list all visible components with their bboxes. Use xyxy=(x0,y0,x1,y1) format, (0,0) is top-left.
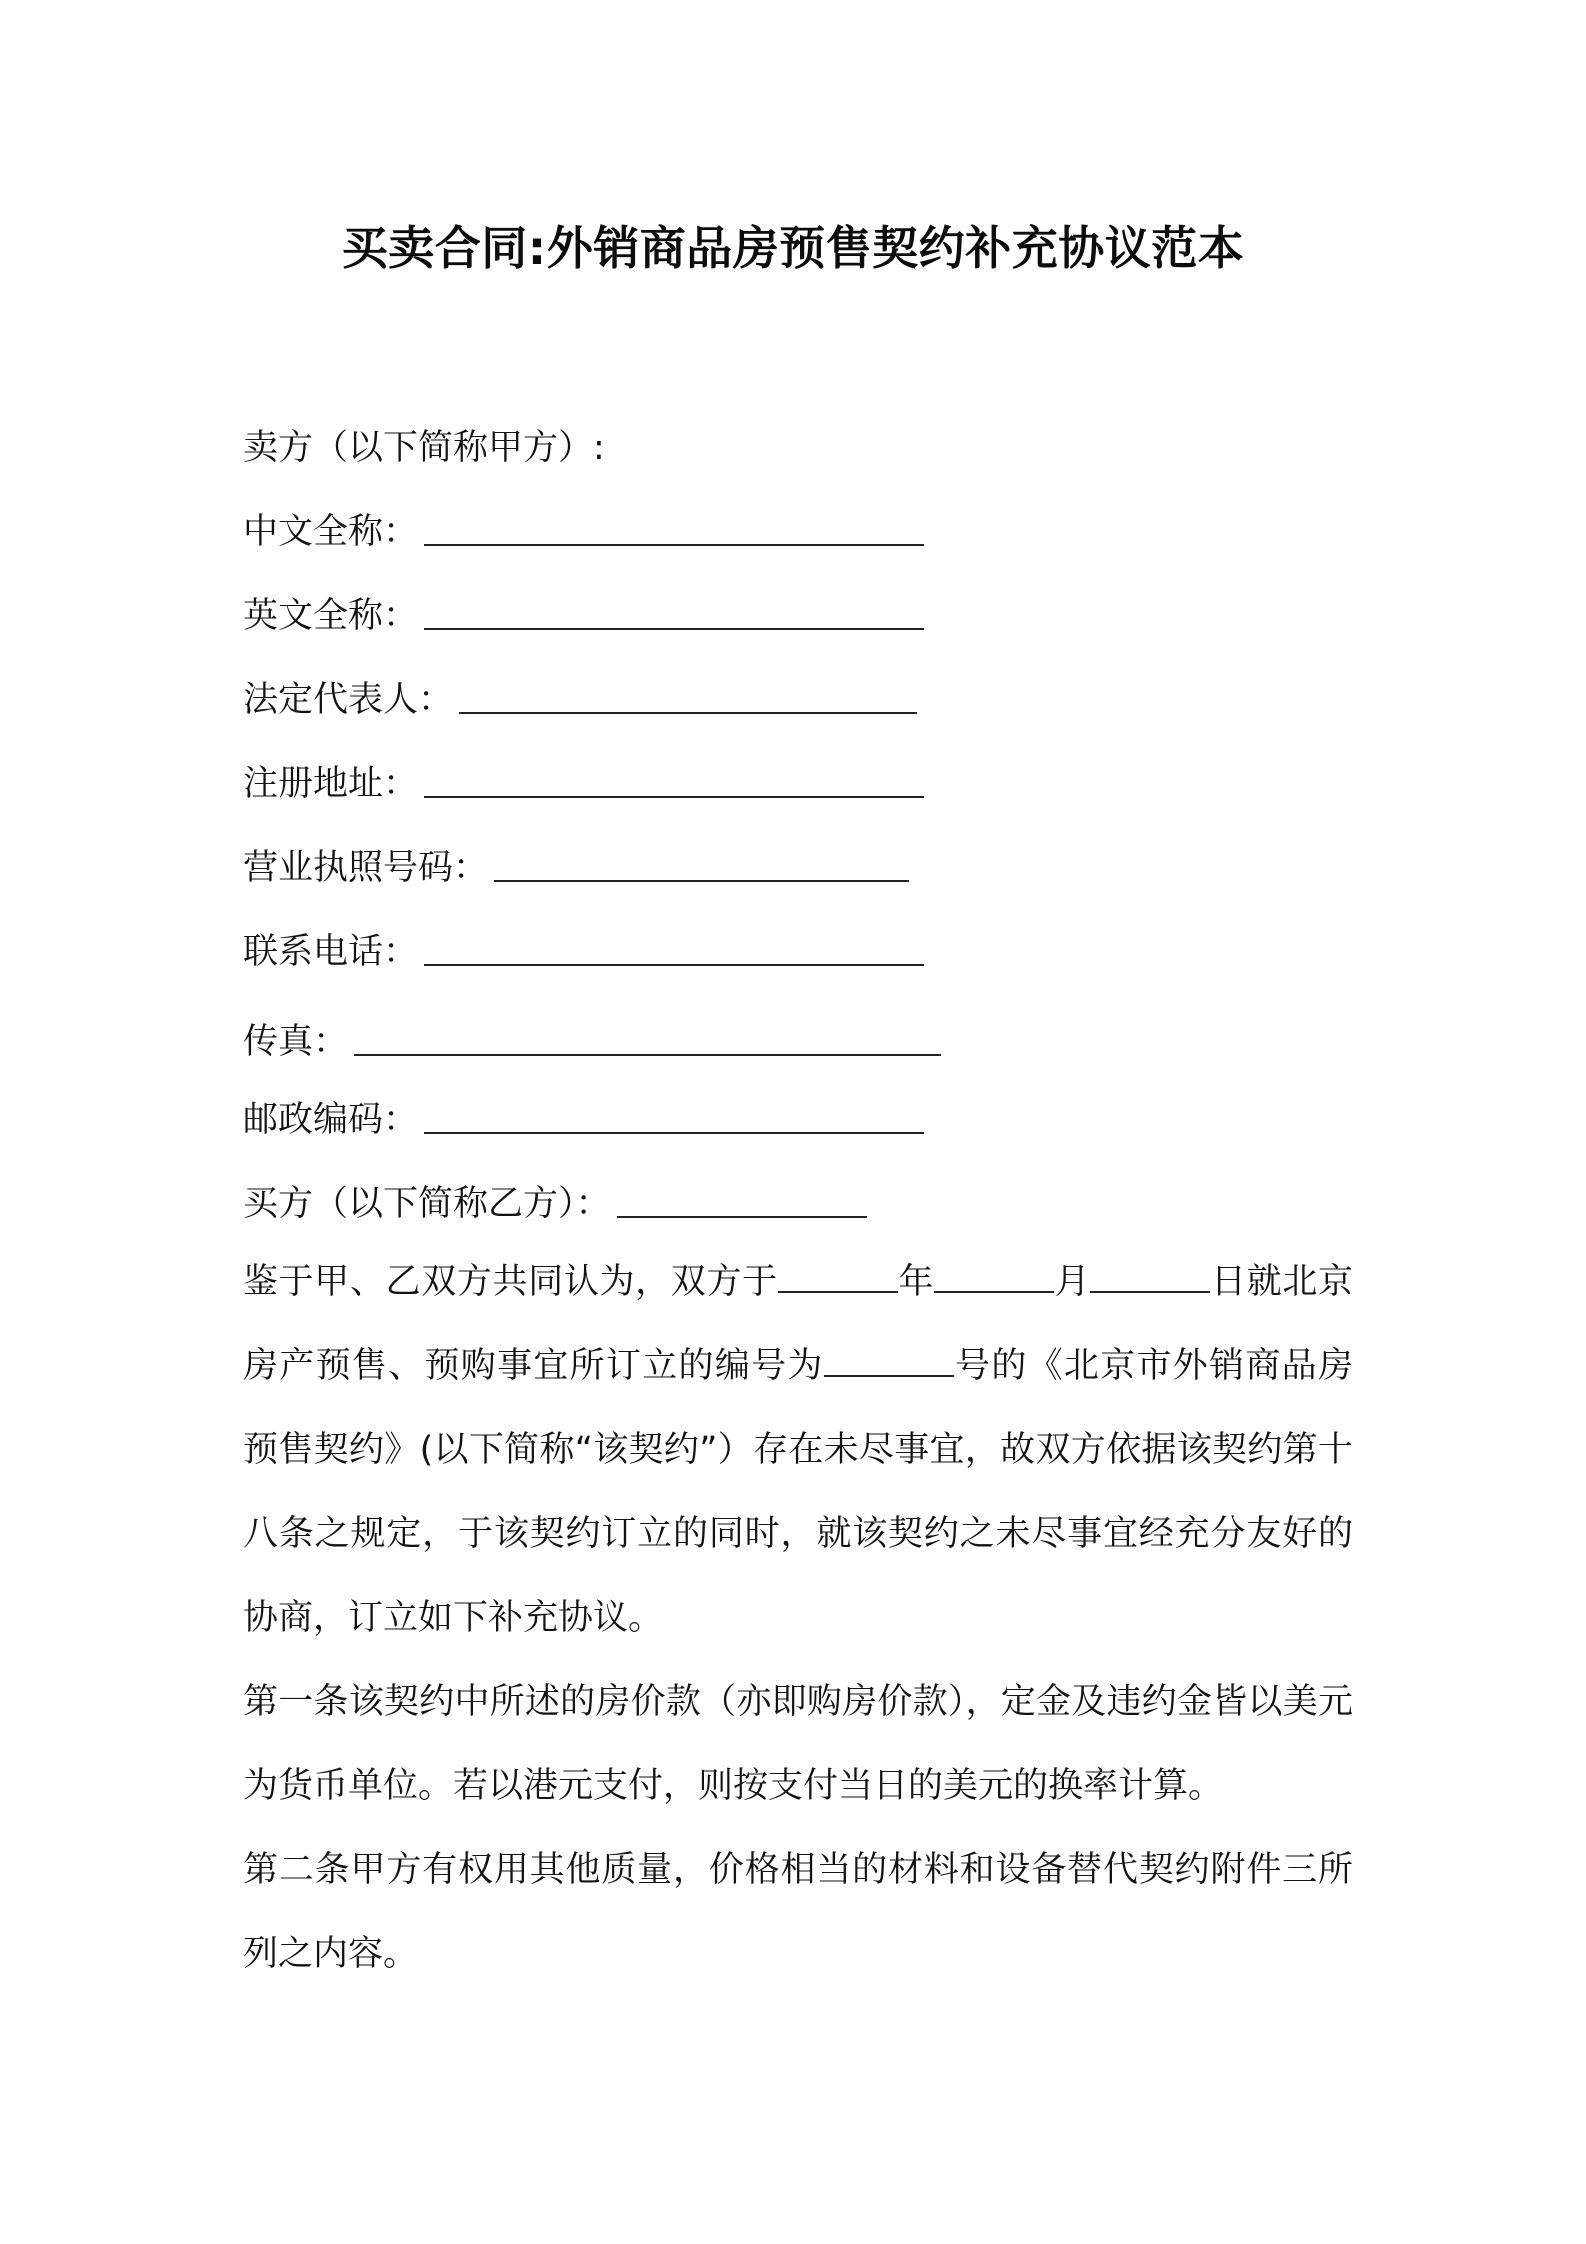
seller-heading-text: 卖方（以下简称甲方）: xyxy=(243,428,605,468)
field-label: 英文全称： xyxy=(243,596,419,636)
field-blank[interactable] xyxy=(424,514,924,546)
field-blank[interactable] xyxy=(459,682,917,714)
contract-number-blank[interactable] xyxy=(824,1345,954,1377)
field-label: 中文全称： xyxy=(243,512,419,552)
field-label: 法定代表人： xyxy=(243,680,454,720)
recital-paragraph xyxy=(243,1240,1353,1660)
agreement-text xyxy=(243,1240,1353,1996)
field-label: 邮政编码： xyxy=(243,1100,419,1140)
field-business-license xyxy=(243,806,1353,890)
document-body xyxy=(243,410,1353,1996)
seller-heading xyxy=(243,410,1353,470)
month-blank[interactable] xyxy=(934,1261,1054,1293)
recital-contract-name: 号的《北京市外销商品房预售契约》(以下简称“该契约”）存在未尽事宜，故双方依据该契约第十八条之规定，于该契约订立的同时，就该契约之未尽事宜经充分友好的协商，订立如下补充协议。 xyxy=(243,1346,1353,1638)
field-blank[interactable] xyxy=(424,598,924,630)
article-1: 第一条该契约中所述的房价款（亦即购房价款），定金及违约金皆以美元为货币单位。若以港元支付，则按支付当日的美元的换率计算。 xyxy=(243,1682,1353,1806)
year-blank[interactable] xyxy=(778,1261,898,1293)
field-postal-code xyxy=(243,1064,1353,1142)
buyer-label: 买方（以下简称乙方）： xyxy=(243,1184,611,1224)
recital-day-rest: 日就北京房产预售、预购事宜所订立的编号为 xyxy=(243,1262,1353,1386)
day-blank[interactable] xyxy=(1090,1261,1210,1293)
field-label: 联系电话： xyxy=(243,932,419,972)
buyer-blank[interactable] xyxy=(617,1186,867,1218)
buyer-line xyxy=(243,1142,1353,1226)
field-label: 传真： xyxy=(243,1022,349,1062)
month-label: 月 xyxy=(1054,1262,1091,1302)
document-title: 买卖合同:外销商品房预售契约补充协议范本 xyxy=(341,221,1245,275)
field-blank[interactable] xyxy=(424,934,924,966)
field-blank[interactable] xyxy=(424,766,924,798)
year-label: 年 xyxy=(897,1262,935,1302)
field-legal-representative xyxy=(243,638,1353,722)
field-chinese-name xyxy=(243,470,1353,554)
field-blank[interactable] xyxy=(494,850,909,882)
field-english-name xyxy=(243,554,1353,638)
field-registered-address xyxy=(243,722,1353,806)
field-fax xyxy=(243,974,1353,1064)
field-blank[interactable] xyxy=(424,1102,924,1134)
article-2: 第二条甲方有权用其他质量，价格相当的材料和设备替代契约附件三所列之内容。 xyxy=(243,1850,1353,1974)
recital-intro: 鉴于甲、乙双方共同认为，双方于 xyxy=(243,1262,778,1302)
field-blank[interactable] xyxy=(354,1024,941,1056)
field-phone xyxy=(243,890,1353,974)
field-label: 注册地址： xyxy=(243,764,419,804)
field-label: 营业执照号码： xyxy=(243,848,489,888)
